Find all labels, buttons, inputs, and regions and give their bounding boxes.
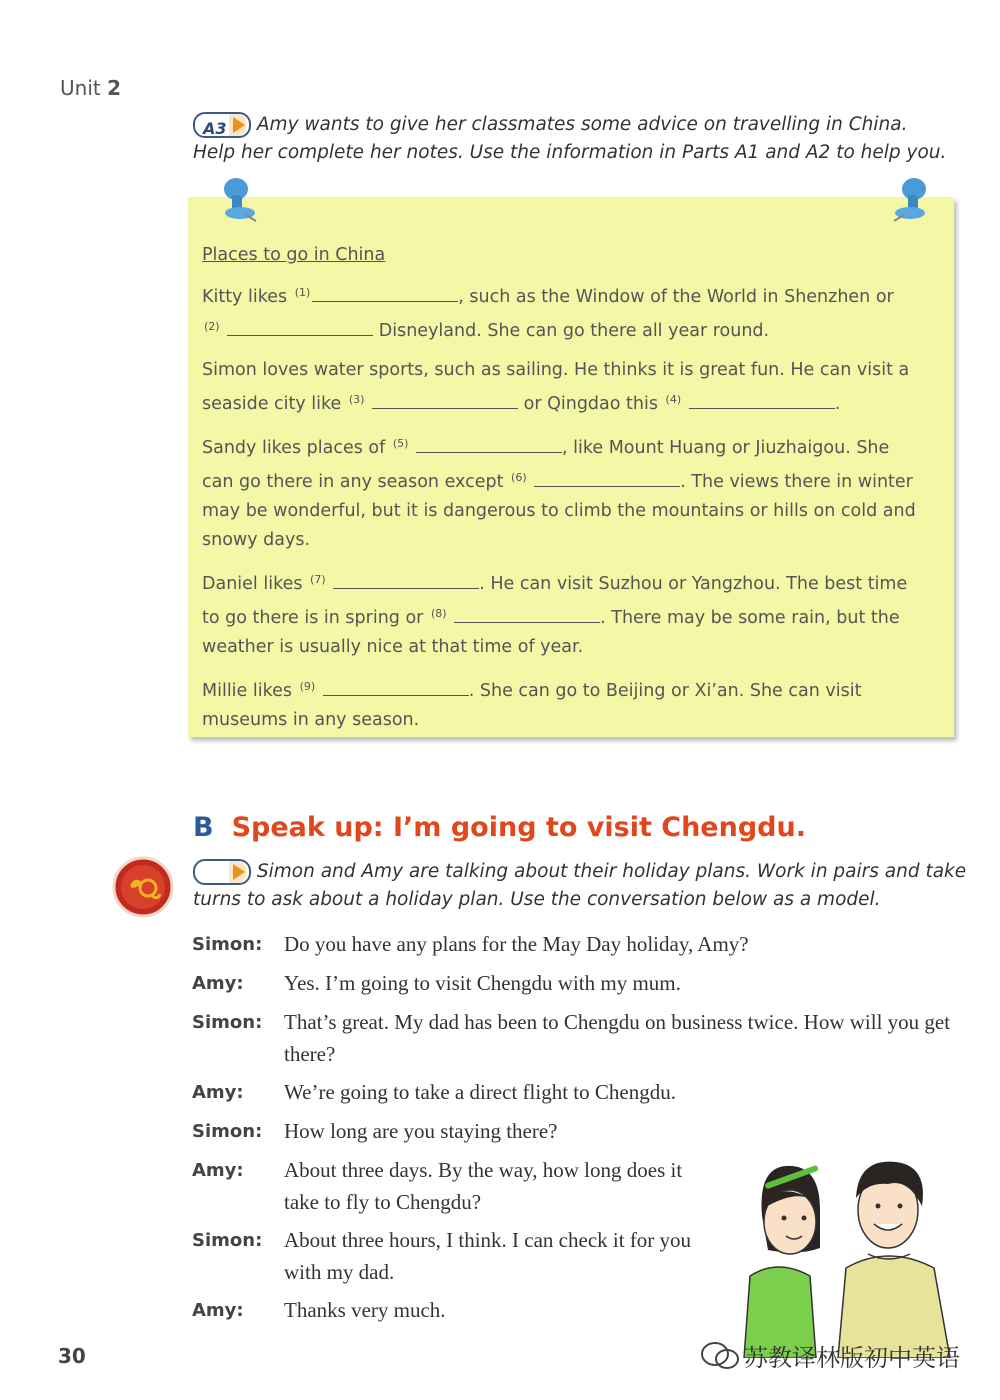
dialog-line: Simon: That’s great. My dad has been to Chengdu on business twice. How will you get there?: [192, 1010, 951, 1066]
a3-badge: A3: [193, 112, 251, 138]
note-title: Places to go in China: [202, 245, 386, 265]
blank-9[interactable]: [323, 677, 469, 696]
dialog-line: Amy: Yes. I’m going to visit Chengdu with my mum.: [192, 971, 681, 995]
a3-instruction: A3 Amy wants to give her classmates some advice on travelling in China. Help her complete her notes. Use the information in Parts A1 and A2 to help you.: [193, 114, 947, 163]
dialog-line: Simon: How long are you staying there?: [192, 1119, 558, 1143]
sticky-note: [188, 197, 954, 737]
dialog-line: Amy: Thanks very much.: [192, 1298, 446, 1322]
blank-6[interactable]: [534, 468, 680, 487]
page-number: 30: [58, 1344, 86, 1368]
unit-label: Unit 2: [60, 76, 121, 100]
blank-5[interactable]: [416, 434, 562, 453]
note-paragraph-simon: Simon loves water sports, such as sailing. He thinks it is great fun. He can visit a seaside city like $^{(3)}$ or Qingdao this $^{(4)}$ .: [202, 360, 910, 414]
note-paragraph-sandy: Sandy likes places of $^{(5)}$ , like Mount Huang or Jiuzhaigou. She can go there in any season except $^{(6)}$ . The views there in winter may be wonderful, but it is dangerous to climb the mountains or hills on cold and snowy days.: [202, 429, 922, 555]
blank-4[interactable]: [689, 390, 835, 409]
note-paragraph-millie: Millie likes $^{(9)}$ . She can go to Beijing or Xi’an. She can visit museums in any season.: [202, 672, 922, 735]
blank-8[interactable]: [454, 604, 600, 623]
section-b-instruction: Simon and Amy are talking about their holiday plans. Work in pairs and take turns to ask about a holiday plan. Use the conversation below as a model.: [193, 861, 967, 910]
kids-illustration: [738, 1158, 968, 1358]
play-icon: [233, 117, 245, 133]
b-badge: [193, 859, 251, 885]
play-icon: [233, 864, 245, 880]
blank-1[interactable]: [312, 283, 458, 302]
blank-7[interactable]: [333, 570, 479, 589]
note-paragraph-daniel: Daniel likes $^{(7)}$ . He can visit Suzhou or Yangzhou. The best time to go there is in spring or $^{(8)}$ . There may be some rain, but the weather is usually nice at that time of year.: [202, 565, 922, 662]
dialog-line: Simon: Do you have any plans for the May Day holiday, Amy?: [192, 932, 749, 956]
speak-up-icon: [112, 856, 174, 918]
watermark: 苏教译林版初中英语: [700, 1338, 960, 1373]
pushpin-icon: [216, 175, 260, 225]
section-b-title: B Speak up: I’m going to visit Chengdu.: [193, 812, 806, 843]
wechat-icon: [700, 1341, 740, 1371]
blank-2[interactable]: [227, 317, 373, 336]
dialog-line: Simon: About three hours, I think. I can check it for you with my dad.: [192, 1228, 692, 1284]
pushpin-icon: [890, 175, 934, 225]
dialog-line: Amy: About three days. By the way, how long does it take to fly to Chengdu?: [192, 1158, 683, 1214]
dialog-line: Amy: We’re going to take a direct flight to Chengdu.: [192, 1080, 676, 1104]
note-paragraph-kitty: Kitty likes $^{(1)}$ , such as the Window of the World in Shenzhen or $^{(2)}$ Disneyland. She can go there all year round.: [202, 278, 922, 346]
blank-3[interactable]: [372, 390, 518, 409]
